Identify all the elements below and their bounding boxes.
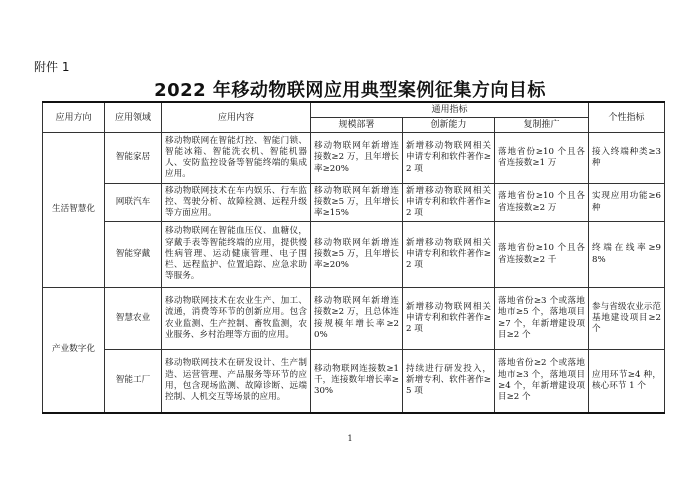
direction-cell: 产业数字化	[43, 288, 105, 413]
content-cell: 移动物联网技术在研发设计、生产制造、运营管理、产品服务等环节的应用，包含现场监测、故障诊断、远端控制、人机交互等场景的应用。	[162, 350, 311, 413]
replication-cell: 落地省份≥10 个且各省连接数≥2 万	[495, 184, 589, 222]
individual-cell: 应用环节≥4 种，核心环节 1 个	[589, 350, 665, 413]
table-row	[43, 288, 665, 350]
target-table	[42, 101, 665, 414]
page-title: 2022 年移动物联网应用典型案例征集方向目标	[154, 80, 546, 101]
scale-cell: 移动物联网年新增连接数≥2 万，且总体连接规模年增长率≥20%	[311, 288, 403, 350]
individual-cell: 接入终端种类≥3 种	[589, 133, 665, 184]
replication-cell: 落地省份≥10 个且各省连接数≥2 千	[495, 222, 589, 288]
individual-cell: 终端在线率≥98%	[589, 222, 665, 288]
content-cell: 移动物联网技术在车内娱乐、行车监控、驾驶分析、故障检测、远程升级等方面应用。	[162, 184, 311, 222]
individual-cell: 参与省级农业示范基地建设项目≥2 个	[589, 288, 665, 350]
scale-cell: 移动物联网年新增连接数≥5 万，且年增长率≥20%	[311, 222, 403, 288]
content-cell: 移动物联网在智能血压仪、血糖仪，穿戴手表等智能终端的应用，提供慢性病管理、运动健康管理、电子围栏、远程监护、位置追踪、应急求助等服务。	[162, 222, 311, 288]
innovation-cell: 新增移动物联网相关申请专利和软件著作≥2 项	[403, 288, 495, 350]
individual-cell: 实现应用功能≥6 种	[589, 184, 665, 222]
replication-cell: 落地省份≥3 个或落地地市≥5 个，落地项目≥7 个，年新增建设项目≥2 个	[495, 288, 589, 350]
innovation-cell: 新增移动物联网相关申请专利和软件著作≥2 项	[403, 184, 495, 222]
header-field: 应用领域	[105, 102, 162, 133]
direction-cell: 生活智慧化	[43, 133, 105, 288]
scale-cell: 移动物联网年新增连接数≥2 万，且年增长率≥20%	[311, 133, 403, 184]
field-cell: 智能穿戴	[105, 222, 162, 288]
header-individual: 个性指标	[589, 102, 665, 133]
header-common: 通用指标	[311, 102, 589, 118]
content-cell: 移动物联网在智能灯控、智能门锁、智能冰箱、智能洗衣机、智能机器人、安防监控设备等智能终端的集成应用。	[162, 133, 311, 184]
content-cell: 移动物联网技术在农业生产、加工、流通，消费等环节的创新应用。包含农业监测、生产控制、畜牧监测，农业服务、乡村治理等方面的应用。	[162, 288, 311, 350]
header-scale: 规模部署	[311, 118, 403, 133]
field-cell: 智慧农业	[105, 288, 162, 350]
header-content: 应用内容	[162, 102, 311, 133]
table-row	[43, 222, 665, 288]
field-cell: 智能家居	[105, 133, 162, 184]
header-direction: 应用方向	[43, 102, 105, 133]
replication-cell: 落地省份≥10 个且各省连接数≥1 万	[495, 133, 589, 184]
innovation-cell: 新增移动物联网相关申请专利和软件著作≥2 项	[403, 222, 495, 288]
table-row	[43, 133, 665, 184]
attachment-label: 附件 1	[34, 60, 70, 74]
replication-cell: 落地省份≥2 个或落地地市≥3 个，落地项目≥4 个，年新增建设项目≥2 个	[495, 350, 589, 413]
table-row	[43, 184, 665, 222]
page-number: 1	[347, 434, 353, 443]
scale-cell: 移动物联网年新增连接数≥5 万，且年增长率≥15%	[311, 184, 403, 222]
field-cell: 网联汽车	[105, 184, 162, 222]
innovation-cell: 持续进行研发投入，新增专利、软件著作≥5 项	[403, 350, 495, 413]
field-cell: 智能工厂	[105, 350, 162, 413]
table-row	[43, 350, 665, 413]
header-innovation: 创新能力	[403, 118, 495, 133]
header-replication: 复制推广	[495, 118, 589, 133]
innovation-cell: 新增移动物联网相关申请专利和软件著作≥2 项	[403, 133, 495, 184]
scale-cell: 移动物联网连接数≥1 千，连接数年增长率≥30%	[311, 350, 403, 413]
